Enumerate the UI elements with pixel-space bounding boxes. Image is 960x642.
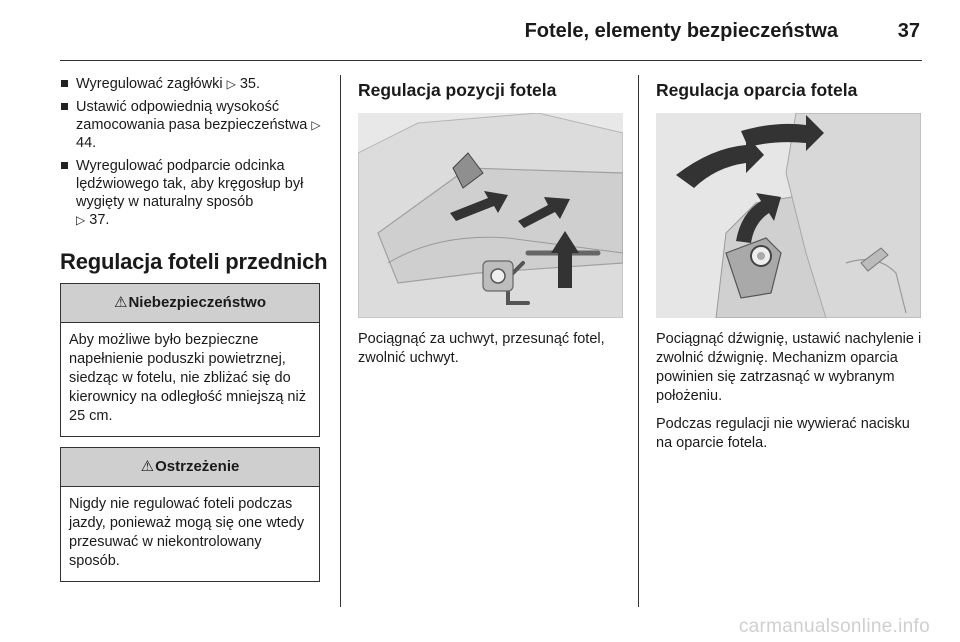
danger-text: Aby możliwe było bezpieczne napełnienie poduszki powietrznej, siedząc w fotelu, nie zbliżać się do kierownicy na odległość mniejszą niż 25 cm. bbox=[69, 332, 306, 424]
header-rule bbox=[60, 60, 922, 61]
column-divider bbox=[340, 75, 341, 607]
page-reference[interactable]: 37. bbox=[89, 212, 110, 228]
danger-header bbox=[61, 284, 319, 323]
warning-title: Ostrzeżenie bbox=[155, 458, 240, 475]
subsection-title: Regulacja pozycji fotela bbox=[358, 80, 557, 100]
section-title: Regulacja foteli przednich bbox=[60, 249, 328, 274]
page-reference[interactable]: 44. bbox=[76, 135, 97, 151]
watermark: carmanualsonline.info bbox=[738, 616, 930, 637]
subsection-title: Regulacja oparcia fotela bbox=[656, 80, 858, 100]
warning-header bbox=[61, 448, 319, 487]
list-item: Wyregulować podparcie odcinka lędźwiowego tak, aby kręgosłup był wygięty w naturalny sposób ▷ 37. bbox=[60, 157, 330, 229]
page-title: Fotele, elementy bezpieczeństwa bbox=[524, 20, 838, 42]
danger-title: Niebezpieczeństwo bbox=[128, 294, 266, 311]
page-reference-icon: ▷ bbox=[226, 77, 236, 91]
page-header bbox=[0, 0, 960, 60]
column-1 bbox=[60, 75, 330, 592]
warning-text: Nigdy nie regulować foteli podczas jazdy, ponieważ mogą się one wtedy przesuwać w niekontrolowany sposób. bbox=[69, 496, 305, 569]
danger-box bbox=[60, 283, 320, 437]
seat-position-illustration bbox=[358, 113, 623, 318]
list-item: Ustawić odpowiednią wysokość zamocowania pasa bezpieczeństwa ▷ 44. bbox=[60, 98, 330, 152]
column-3 bbox=[656, 75, 926, 453]
page-number: 37 bbox=[897, 20, 920, 42]
bullet-list bbox=[60, 75, 330, 229]
list-item: Wyregulować zagłówki ▷ 35. bbox=[60, 75, 330, 93]
page-reference-icon: ▷ bbox=[311, 118, 321, 132]
column-divider bbox=[638, 75, 639, 607]
backrest-adjustment-illustration bbox=[656, 113, 921, 318]
warning-box bbox=[60, 447, 320, 582]
warning-triangle-icon: ⚠ bbox=[114, 294, 128, 311]
page-reference[interactable]: 35. bbox=[239, 76, 261, 92]
paragraph: Pociągnąć dźwignię, ustawić nachylenie i zwolnić dźwignię. Mechanizm oparcia powinien się zatrzasnąć w wybranym położeniu. bbox=[656, 331, 922, 404]
page-reference-icon: ▷ bbox=[76, 213, 86, 227]
paragraph: Podczas regulacji nie wywierać nacisku na oparcie fotela. bbox=[656, 416, 910, 451]
warning-triangle-icon: ⚠ bbox=[140, 458, 155, 475]
column-2 bbox=[358, 75, 628, 368]
paragraph: Pociągnąć za uchwyt, przesunąć fotel, zwolnić uchwyt. bbox=[358, 331, 605, 366]
